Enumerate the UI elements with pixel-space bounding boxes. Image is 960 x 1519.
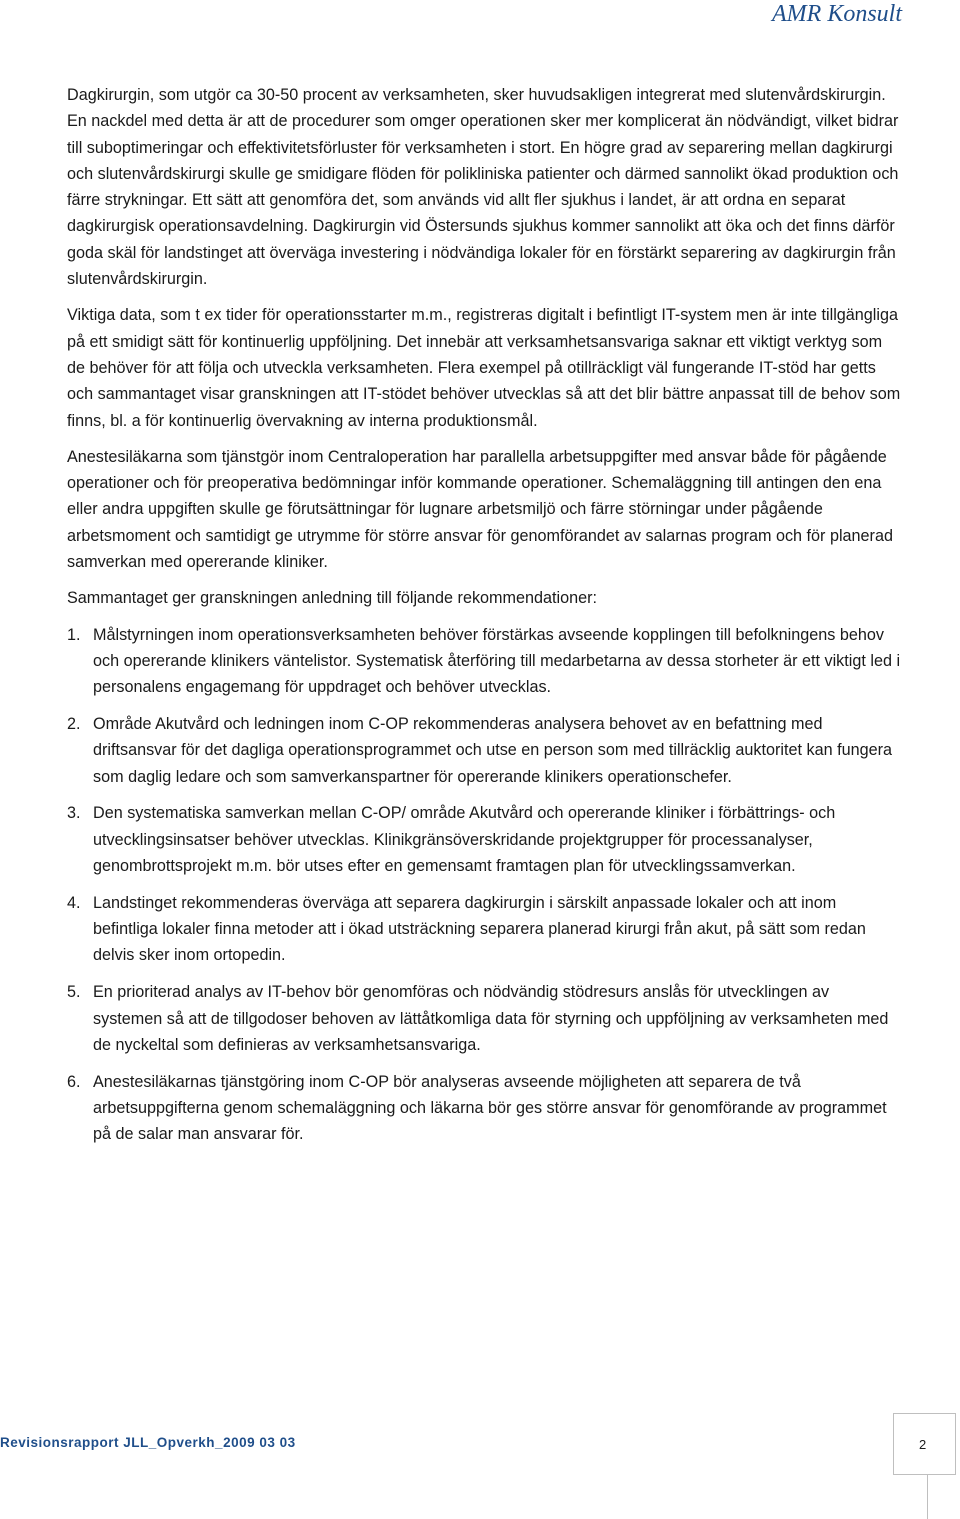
list-item-text: Landstinget rekommenderas överväga att separera dagkirurgin i särskilt anpassade lokaler och att inom befintliga lokaler finna metoder att i ökad utsträckning separera planerad kirurgi från akut, på sätt som redan delvis sker inom ortopedin. bbox=[93, 893, 866, 965]
page-number: 2 bbox=[919, 1437, 927, 1452]
list-item bbox=[67, 622, 901, 701]
list-item-number: 2. bbox=[67, 715, 81, 734]
list-item-text: En prioriterad analys av IT-behov bör genomföras och nödvändig stödresurs anslås för utvecklingen av systemen så att de tillgodoser behoven av lättåtkomliga data för styrning och uppföljning av verksamheten med de nyckeltal som definieras av verksamhetsansvariga. bbox=[93, 983, 889, 1054]
list-item bbox=[67, 711, 901, 790]
document-body bbox=[67, 82, 901, 1158]
list-item bbox=[67, 890, 901, 969]
list-item bbox=[67, 979, 901, 1058]
list-item bbox=[67, 1069, 901, 1148]
paragraph-anestesi: Anestesiläkarna som tjänstgör inom Centraloperation har parallella arbetsuppgifter med ansvar både för pågående operationer och för preoperativa bedömningar inför kommande operationer. Schemaläggning till antingen den ena eller andra uppgiften skulle ge förutsättningar för lugnare arbetsmiljö och färre störningar under pågående arbetsmoment och samtidigt ge utrymme för större ansvar för genomförandet av salarnas program och för planerad samverkan med opererande kliniker. bbox=[67, 447, 893, 572]
list-item-text: Område Akutvård och ledningen inom C-OP rekommenderas analysera behovet av en befattning med driftsansvar för det dagliga operationsprogrammet och utse en person som med tillräcklig auktoritet kan fungera som daglig ledare och som samverkanspartner för opererande klinikers operationschefer. bbox=[93, 715, 892, 786]
list-item-number: 3. bbox=[67, 804, 81, 823]
list-item-number: 6. bbox=[67, 1072, 81, 1091]
list-item-number: 5. bbox=[67, 983, 81, 1002]
brand-header: AMR Konsult bbox=[772, 1, 902, 27]
list-item-number: 4. bbox=[67, 893, 81, 912]
paragraph-dagkirurgi: Dagkirurgin, som utgör ca 30-50 procent av verksamheten, sker huvudsakligen integrerat med slutenvårdskirurgin. En nackdel med detta är att de procedurer som omger operationen sker mer komplicerat än nödvändigt, vilket bidrar till suboptimeringar och effektivitetsförluster för verksamheten i stort. En högre grad av separering mellan dagkirurgi och slutenvårdskirurgi skulle ge smidigare flöden för polikliniska patienter och därmed sannolikt ökad produktion och färre strykningar. Ett sätt att genomföra det, som används vid allt fler sjukhus i landet, är att ordna en separat dagkirurgisk operationsavdelning. Dagkirurgin vid Östersunds sjukhus kommer sannolikt att öka och det finns därför goda skäl för landstinget att överväga investering i nödvändiga lokaler för en förstärkt separering av dagkirurgin från slutenvårdskirurgin. bbox=[67, 86, 899, 289]
paragraph-summary-intro: Sammantaget ger granskningen anledning till följande rekommendationer: bbox=[67, 589, 598, 608]
list-item-text: Anestesiläkarnas tjänstgöring inom C-OP bör analyseras avseende möjligheten att separera de två arbetsuppgifterna genom schemaläggning och läkarna bör ges större ansvar för genomförande av programmet på de salar man ansvarar för. bbox=[93, 1072, 887, 1144]
footer-report-title: Revisionsrapport JLL_Opverkh_2009 03 03 bbox=[0, 1435, 296, 1450]
paragraph-it-data: Viktiga data, som t ex tider för operationsstarter m.m., registreras digitalt i befintligt IT-system men är inte tillgängliga på ett smidigt sätt för kontinuerlig uppföljning. Det innebär att verksamhetsansvariga saknar ett viktigt verktyg som de behöver för att följa och utveckla verksamheten. Flera exempel på otillräckligt väl fungerande IT-stöd har getts och sammantaget visar granskningen att IT-stödet behöver utvecklas så att det blir bättre anpassat till de behov som finns, bl. a för kontinuerlig övervakning av interna produktionsmål. bbox=[67, 306, 901, 430]
footer-divider bbox=[927, 1475, 928, 1519]
list-item-number: 1. bbox=[67, 625, 81, 644]
list-item bbox=[67, 800, 901, 879]
list-item-text: Målstyrningen inom operationsverksamheten behöver förstärkas avseende kopplingen till befolkningens behov och opererande klinikers väntelistor. Systematisk återföring till medarbetarna av dessa storheter är ett viktigt led i personalens engagemang för uppdraget och behöver utvecklas. bbox=[93, 625, 901, 697]
list-item-text: Den systematiska samverkan mellan C-OP/ område Akutvård och opererande kliniker i förbättrings- och utvecklingsinsatser behöver utvecklas. Klinikgränsöverskridande projektgrupper för processanalyser, genombrottsprojekt m.m. bör utses efter en gemensamt framtagen plan för utvecklingssamverkan. bbox=[93, 804, 836, 876]
recommendations-list bbox=[67, 622, 901, 1148]
